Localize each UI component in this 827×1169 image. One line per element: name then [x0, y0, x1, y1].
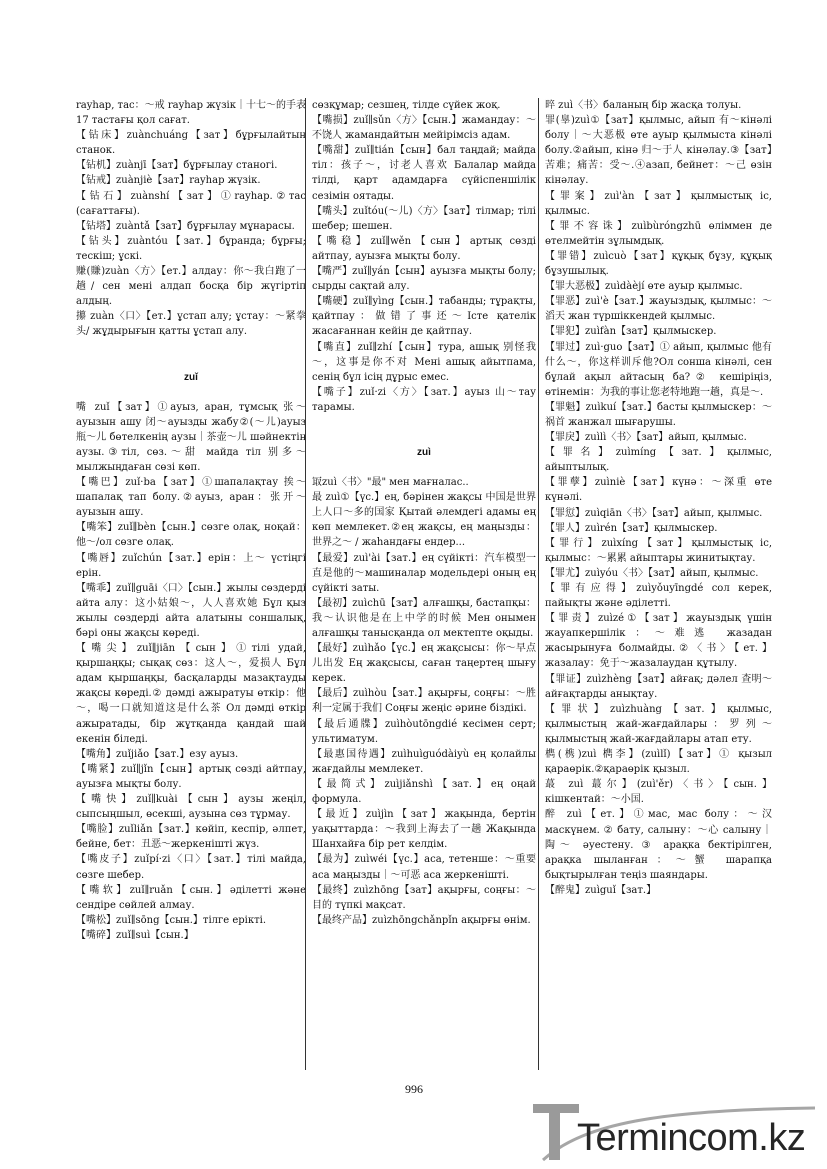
- dictionary-entry: 【最惠国待遇】zuìhuìguódàiyù ең қолайлы жағдайлы мемлекет.: [312, 748, 536, 775]
- dictionary-entry: 【最终产品】zuìzhōngchǎnpǐn ақырғы өнім.: [312, 914, 531, 926]
- dictionary-entry: 【罪大恶极】zuìdàèjí өте ауыр қылмыс.: [545, 281, 743, 293]
- dictionary-entry: 【罪不容诛】zuìbùróngzhū өлiммен де өтелмейтін зұлымдық.: [545, 220, 772, 247]
- dictionary-entry: 【罪人】zuìrén【зат】қылмыскер.: [545, 522, 718, 534]
- dictionary-entry: 【罪名】zuìmíng【зат.】қылмыс, айыптылық.: [545, 447, 772, 474]
- dictionary-entry: 罪(辠)zuì①【зат】қылмыс, айып 有～кінәлі болу｜～大恶极 өте ауыр қылмыста кінәлі болу.②айып, кінә 归～于人 кінәлау.③【зат】苦难；痛苦：受～.④азап, бейнет：～己 өзін кінәлау.: [545, 115, 772, 187]
- column-divider: [538, 98, 539, 1070]
- dictionary-entry: 【嘴软】zuǐ∥ruǎn【сын.】әдiлеттi және сендіре сөйлей алмау.: [76, 884, 306, 911]
- dictionary-entry: 【钻机】zuànjī【зат】бұрғылау станогі.: [76, 160, 278, 172]
- dictionary-entry: 醉 zuì【ет.】①мас, мас болу：～汉 маскүнем. ② бату, салыну：～心 салыну｜陶～ әуестену. ③ арақка бектірілген, арақка шыланған：～蟹 шарапқа бықтырылған теңіз шаяндары.: [545, 809, 772, 881]
- section-heading: zuì: [417, 446, 431, 458]
- spacer: [76, 340, 306, 355]
- dictionary-entry: rayhap, тас：～戒 rayhap жүзік｜十七～的手表 17 тастағы қол сағат.: [76, 100, 306, 127]
- dictionary-entry: 【嘴巴】zuǐ·ba【зат】①шапалақтау 挨～шапалақ тап болу.②ауыз, аран：张开～ауызын ашу.: [76, 477, 306, 519]
- column-3: [545, 98, 772, 1070]
- dictionary-entry: 檇(槜)zuì 檇李】(zuìlǐ)【зат】① қызыл қараөрік.②қараөрік қызыл.: [545, 749, 772, 776]
- dictionary-entry: 冣zuì〈书〉"最" мен мағналас..: [312, 477, 469, 489]
- dictionary-entry: 【嘴子】zuǐ·zi〈方〉【зат.】ауыз 山～тау тарамы.: [312, 386, 536, 413]
- dictionary-entry: 【嘴紧】zuǐ∥jǐn【сын】артық сөзді айтпау, ауызға мықты болу.: [76, 763, 306, 790]
- dictionary-entry: 晬 zuì〈书〉баланың бір жасқа толуы.: [545, 100, 742, 111]
- dictionary-entry: 【最后】zuìhòu【зат.】ақырғы, соңғы：～胜利一定属于我们 Соңғы жеңіс әрине біздікі.: [312, 688, 536, 715]
- column-divider: [305, 98, 306, 1070]
- dictionary-entry: 【罪责】zuìzé①【зат】жауыздық үшін жауапкершілік：～难逃 жазадан жасырынуға болмайды.②〈书〉【ет.】жазалау：免于～жазалаудан құтылу.: [545, 613, 772, 670]
- spacer: [312, 460, 536, 475]
- site-logo[interactable]: [525, 1102, 825, 1164]
- dictionary-entry: 赚(賺)zuàn〈方〉【ет.】алдау：你～我白跑了一趟/ сен мені алдап босқа бір жүгіртіп алдың.: [76, 266, 306, 308]
- dictionary-entry: сөзқұмар; сезшең, тілде сүйек жоқ.: [312, 100, 501, 111]
- dictionary-entry: 【嘴直】zuǐ∥zhí【сын】тура, ашық 别怪我～，这事是你不对 Мені ашық айытпама, сенің бұл ісің дұрыс емес.: [312, 341, 536, 383]
- dictionary-entry: 【嘴稳】zuǐ∥wěn【сын】артық сөзді айтпау, ауызға мықты болу.: [312, 235, 536, 262]
- dictionary-entry: 【最终】zuìzhōng【зат】ақырғы, соңғы：～目的 түпкі мақсат.: [312, 884, 536, 911]
- dictionary-entry: 【罪戾】zuìlì〈书〉【зат】айып, қылмыс.: [545, 432, 747, 444]
- dictionary-entry: 【嘴角】zuǐjiǎo【зат.】езу ауыз.: [76, 748, 239, 760]
- dictionary-entry: 【嘴甜】zuǐ∥tián【сын】бал таңдай; майда тіл：孩子～，讨老人喜欢 Балалар майда тілді, қарт адамдарға сүйіспеншілік сезімін оятады.: [312, 145, 536, 202]
- dictionary-entry: 最 zuì①【үс.】ең, бәрінен жақсы 中国是世界上人口～多的国家 Қытай әлемдегі адамы ең көп мемлекет.②ең жақсы, ең маңызды：世界之～ / жаһандағы ендер...: [312, 492, 536, 549]
- dictionary-entry: 【罪错】zuìcuò【зат】құқық бұзу, құқық бұзушылық.: [545, 250, 772, 278]
- dictionary-entry: 【罪案】zuì'àn【зат】қылмыстық іс, қылмыс.: [545, 190, 772, 217]
- dictionary-entry: 【最近】zuìjìn【зат】жақында, бертін уақыттарда：～我到上海去了一趟 Жақында Шанхайға бір рет келдім.: [312, 809, 536, 851]
- dictionary-entry: 【嘴损】zuǐ∥sǔn〈方〉【сын.】жамандау：～不饶人 жамандайтын мейірімсіз адам.: [312, 115, 536, 142]
- dictionary-entry: 【嘴头】zuǐtóu(～儿)〈方〉【зат】тілмар; тілі шебер; шешен.: [312, 205, 536, 232]
- dictionary-entry: 【罪愆】zuìqiān〈书〉【зат】айып, қылмыс.: [545, 507, 763, 519]
- dictionary-entry: 【最简式】zuìjiǎnshì【зат.】ең оңай формула.: [312, 778, 536, 806]
- dictionary-entry: 【嘴松】zuǐ∥sōng【сын.】тілге ерікті.: [76, 914, 267, 926]
- dictionary-entry: 【罪有应得】zuìyǒuyīngdé сол керек, пайықты және әділетті.: [545, 583, 772, 610]
- dictionary-entry: 【钻石】zuànshí【зат】①rayhap.②тас (сағаттағы).: [76, 190, 306, 217]
- dictionary-entry: 【罪孽】zuìniè【зат】күнә：～深重 өте күнәлі.: [545, 477, 772, 504]
- dictionary-entry: 【钻戒】zuànjiè【зат】rayhap жүзік.: [76, 175, 261, 187]
- spacer: [312, 415, 536, 430]
- dictionary-entry: 【罪魁】zuìkuí【зат.】басты қылмыскер：～祸首 жанжал шығарушы.: [545, 401, 772, 428]
- column-1: [76, 98, 306, 1070]
- dictionary-entry: 【罪过】zuì·guo【зат】① айып, қылмыс 他有什么～，你这样训斥他?Ол сонша кінәлі, сен бұлай ақыл айтасың ба?② кешіріңіз, өтінемін：为我的事让您老特地跑一趟，真是～.: [545, 341, 772, 398]
- dictionary-entry: 【罪状】zuìzhuàng【зат.】қылмыс, қылмыстың жай-жағдайлары：罗列～ қылмыстың жай-жағдайлары атап ету.: [545, 703, 772, 745]
- dictionary-entry: 【罪证】zuìzhèng【зат】айғақ; дәлел 查明～айғақтарды анықтау.: [545, 673, 772, 700]
- dictionary-entry: 【嘴乖】zuǐ∥guāi〈口〉【сын.】жылы сөздерді айта алу：这小姑娘～，人人喜欢她 Бұл қыз жылы сөздерді айта алатыны соншалық, бәрі оны жақсы көреді.: [76, 582, 306, 639]
- dictionary-entry: 【罪犯】zuìfàn【зат】қылмыскер.: [545, 326, 717, 338]
- dictionary-entry: 【最后通牒】zuìhòutōngdié кесімен серт; ультиматум.: [312, 718, 536, 745]
- dictionary-entry: 【最爱】zuì'ài【зат.】ең сүйікті：汽车模型一直是他的～машиналар модельдері оның ең сүйікті заты.: [312, 552, 536, 594]
- dictionary-entry: 【最初】zuìchū【зат】алғашқы, бастапқы：我～认识他是在上中学的时候 Мен онымен алғашқы танысқанда ол мектепте оқыды.: [312, 597, 536, 639]
- dictionary-entry: 【嘴碎】zuǐ∥suì【сын.】: [76, 929, 194, 941]
- logo-text: Termincom.kz: [577, 1117, 806, 1159]
- dictionary-entry: 【嘴硬】zuǐ∥yìng【сын.】табанды; тұрақты, қайтпау：做错了事还～Істе қателік жасағаннан кейін де қайтпау.: [312, 296, 536, 338]
- dictionary-entry: 【最为】zuìwéi【үс.】аса, тетенше：～重要 аса маңызды｜～可恶 аса жеркенішті.: [312, 854, 536, 881]
- dictionary-entry: 【嘴快】zuǐ∥kuài【сын】аузы жеңіл, сыпсыңшыл, өсекші, аузына сөз тұрмау.: [76, 794, 306, 821]
- dictionary-entry: 【钻床】zuànchuáng【зат】бұрғылайтын станок.: [76, 130, 306, 157]
- dictionary-entry: 蕞 zuì 蕞尔】(zuì'ěr)〈书〉【сын.】кішкентай：～小国.: [545, 779, 772, 806]
- dictionary-entry: 【罪尤】zuìyóu〈书〉【зат】айып, қылмыс.: [545, 567, 759, 579]
- dictionary-entry: 【钻头】zuàntóu【зат.】бұранда; бұрғы; тескіш; ұскі.: [76, 235, 306, 262]
- dictionary-entry: 【钻塔】zuàntǎ【зат】бұрғылау мұнарасы.: [76, 220, 295, 232]
- dictionary-entry: 【罪行】zuìxíng【зат】қылмыстық іс, қылмыс：～累累 айыптары жинитықтау.: [545, 537, 772, 564]
- dictionary-entry: 【嘴唇】zuǐchún【зат.】ерін：上～ үстіңгі ерін.: [76, 552, 306, 579]
- column-2: [312, 98, 536, 1070]
- dictionary-entry: 【罪恶】zuì'è【зат.】жауыздық, қылмыс：～滔天 жан түршіккендей қылмыс.: [545, 296, 772, 323]
- dictionary-entry: 嘴 zuǐ【зат】①ауыз, аран, тұмсық 张～ауызын ашу 闭～ауызды жабу②(～儿)ауыз 瓶～儿 бөтелкенің аузы｜茶壶～儿 шәйнектің аузы.③тіл, сөз.～甜 майда тіл 别多～ мылжыңдаған сөзі көп.: [76, 401, 306, 473]
- dictionary-entry: 【嘴笨】zuǐ∥bèn【сын.】сөзге олақ, ноқай：他～/ол сөзге олақ.: [76, 522, 306, 549]
- dictionary-entry: 【最好】zuìhǎo【үс.】ең жақсысы：你～早点儿出发 Ең жақсысы, саған таңертең шығу керек.: [312, 643, 536, 685]
- page-number: 996: [405, 1082, 423, 1096]
- dictionary-entry: 【嘴严】zuǐ∥yán【сын】ауызға мықты болу; сырды сақтай алу.: [312, 266, 536, 293]
- section-heading: zuǐ: [184, 371, 198, 383]
- spacer: [312, 430, 536, 445]
- dictionary-entry: 【嘴尖】zuǐ∥jiān【сын】①тілі удай, қыршаңқы; сықақ сөз：这人～，爱损人 Бұл адам қыршаңқы, басқаларды мазақтауды жақсы көреді.② дәмді ажыратуы өткір：他～，喝一口就知道这是什么茶 Ол дәмді өткір ажыратады, бір жұтқанда қандай шай екенін біледі.: [76, 643, 306, 745]
- dictionary-entry: 攥 zuàn〈口〉【ет.】ұстап алу; ұстау：～紧拳头/ жұдырығын қатты ұстап алу.: [76, 311, 306, 338]
- spacer: [76, 385, 306, 400]
- dictionary-entry: 【嘴脸】zuǐliǎn【зат.】көйіп, кеспір, әлпет, бейне, бет：丑恶～жеркенішті жүз.: [76, 824, 306, 851]
- dictionary-entry: 【醉鬼】zuìguǐ【зат.】: [545, 884, 657, 896]
- spacer: [76, 355, 306, 370]
- dictionary-entry: 【嘴皮子】zuǐpí·zi〈口〉【зат.】тілі майда, сөзге шебер.: [76, 854, 306, 881]
